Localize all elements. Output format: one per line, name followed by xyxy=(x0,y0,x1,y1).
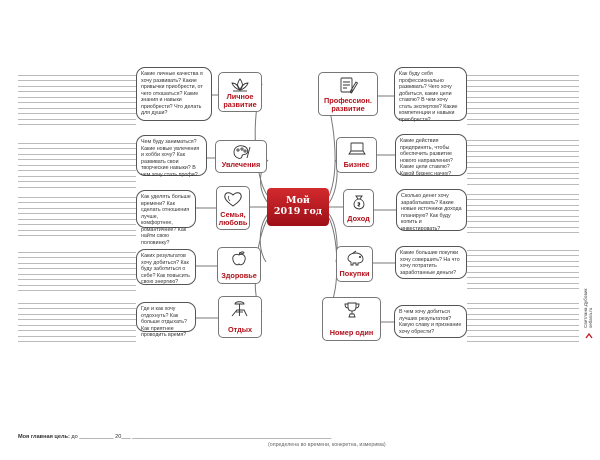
money-bag-icon xyxy=(348,193,370,211)
main-goal-label: Моя главная цель: xyxy=(18,434,70,440)
writing-lines-hobbies[interactable] xyxy=(18,138,136,188)
category-shopping[interactable] xyxy=(336,246,373,282)
category-label-business: Бизнес xyxy=(343,160,370,169)
contract-pen-icon xyxy=(337,76,359,94)
apple-icon xyxy=(228,250,250,268)
heart-icon xyxy=(222,190,244,208)
category-label-career: Профессион. развитие xyxy=(324,96,372,113)
category-label-personal: Личное развитие xyxy=(223,92,257,109)
category-label-income: Доход xyxy=(347,214,370,223)
center-title-line1: Мой xyxy=(286,195,310,206)
author-credit-text: Светлана Дубовик setlana.ru xyxy=(583,288,593,328)
writing-lines-number-one[interactable] xyxy=(467,298,579,342)
question-box-rest: Где и как хочу отдохнуть? Как больше отдыхать? Как приятнее проводить время? xyxy=(136,302,196,332)
category-rest[interactable] xyxy=(218,296,262,338)
palette-icon xyxy=(230,143,252,161)
question-box-personal: Какие личные качества я хочу развивать? Какие привычки приобрести, от чего отказаться? Какие знания и навыки приобрести? Что делать для души? xyxy=(136,67,212,121)
writing-lines-income[interactable] xyxy=(467,189,579,233)
writing-lines-business[interactable] xyxy=(467,135,579,185)
category-family[interactable] xyxy=(216,186,250,230)
question-box-family: Как уделять больше времени? Как сделать отношения лучше, комфортнее, романтичнее? Как найти свою половинку? xyxy=(136,190,196,228)
category-label-health: Здоровье xyxy=(221,271,257,280)
laptop-icon xyxy=(346,140,368,158)
piggy-bank-icon xyxy=(344,249,366,267)
question-box-health: Каких результатов хочу добиться? Как буду заботиться о себе? Как повысить свою энергию? xyxy=(136,249,196,285)
center-title-line2: 2019 год xyxy=(273,206,323,217)
author-credit xyxy=(583,290,595,330)
writing-lines-health[interactable] xyxy=(18,247,136,291)
writing-lines-career[interactable] xyxy=(467,70,579,125)
writing-lines-shopping[interactable] xyxy=(467,245,579,289)
question-box-business: Какие действия предпринять, чтобы обеспечить развитие нового направления? Какие цели ставлю? Какой бизнес начну? xyxy=(395,134,467,176)
question-box-career: Как буду себя профессионально развивать? Чего хочу добиться, какие цели ставлю? В чем хочу стать экспертом? Какие компетенции и навыки приобрести? xyxy=(394,67,467,121)
trophy-icon xyxy=(341,301,363,319)
center-node[interactable] xyxy=(267,188,329,226)
category-number-one[interactable] xyxy=(322,297,381,341)
category-label-number-one: Номер один xyxy=(329,328,374,337)
main-goal-blank: до ___________ 20___ ________________________________________________________________ xyxy=(71,434,332,440)
question-box-number-one: В чем хочу добиться лучших результатов? Какую славу и признание хочу обрести? xyxy=(394,305,467,338)
category-health[interactable] xyxy=(217,247,261,284)
category-label-rest: Отдых xyxy=(227,325,253,334)
category-business[interactable] xyxy=(336,137,377,173)
main-goal-hint: (определена во времени, конкретна, измерима) xyxy=(268,442,386,448)
question-box-hobbies: Чем буду заниматься? Какие новые увлечения и хобби хочу? Как развивать свои творческие навыки? В чем хочу стать профи? xyxy=(136,135,207,176)
main-goal-line[interactable] xyxy=(18,434,331,440)
category-label-hobbies: Увлечения xyxy=(221,160,261,169)
question-box-income: Сколько денег хочу зарабатывать? Какие новые источники дохода планирую? Как буду копить и инвестировать? xyxy=(396,189,467,231)
category-label-family: Семья, любовь xyxy=(218,210,248,227)
chevron-up-icon xyxy=(585,332,593,340)
category-hobbies[interactable] xyxy=(215,140,267,173)
writing-lines-personal[interactable] xyxy=(18,70,136,125)
category-income[interactable] xyxy=(343,189,374,227)
category-career[interactable] xyxy=(318,72,378,116)
beach-chair-icon xyxy=(229,300,251,318)
writing-lines-family[interactable] xyxy=(18,192,136,236)
category-personal[interactable] xyxy=(218,72,262,112)
category-label-shopping: Покупки xyxy=(339,269,370,278)
question-box-shopping: Какие большие покупки хочу совершить? На что хочу потратить заработанные деньги? xyxy=(395,246,467,279)
writing-lines-rest[interactable] xyxy=(18,298,136,342)
